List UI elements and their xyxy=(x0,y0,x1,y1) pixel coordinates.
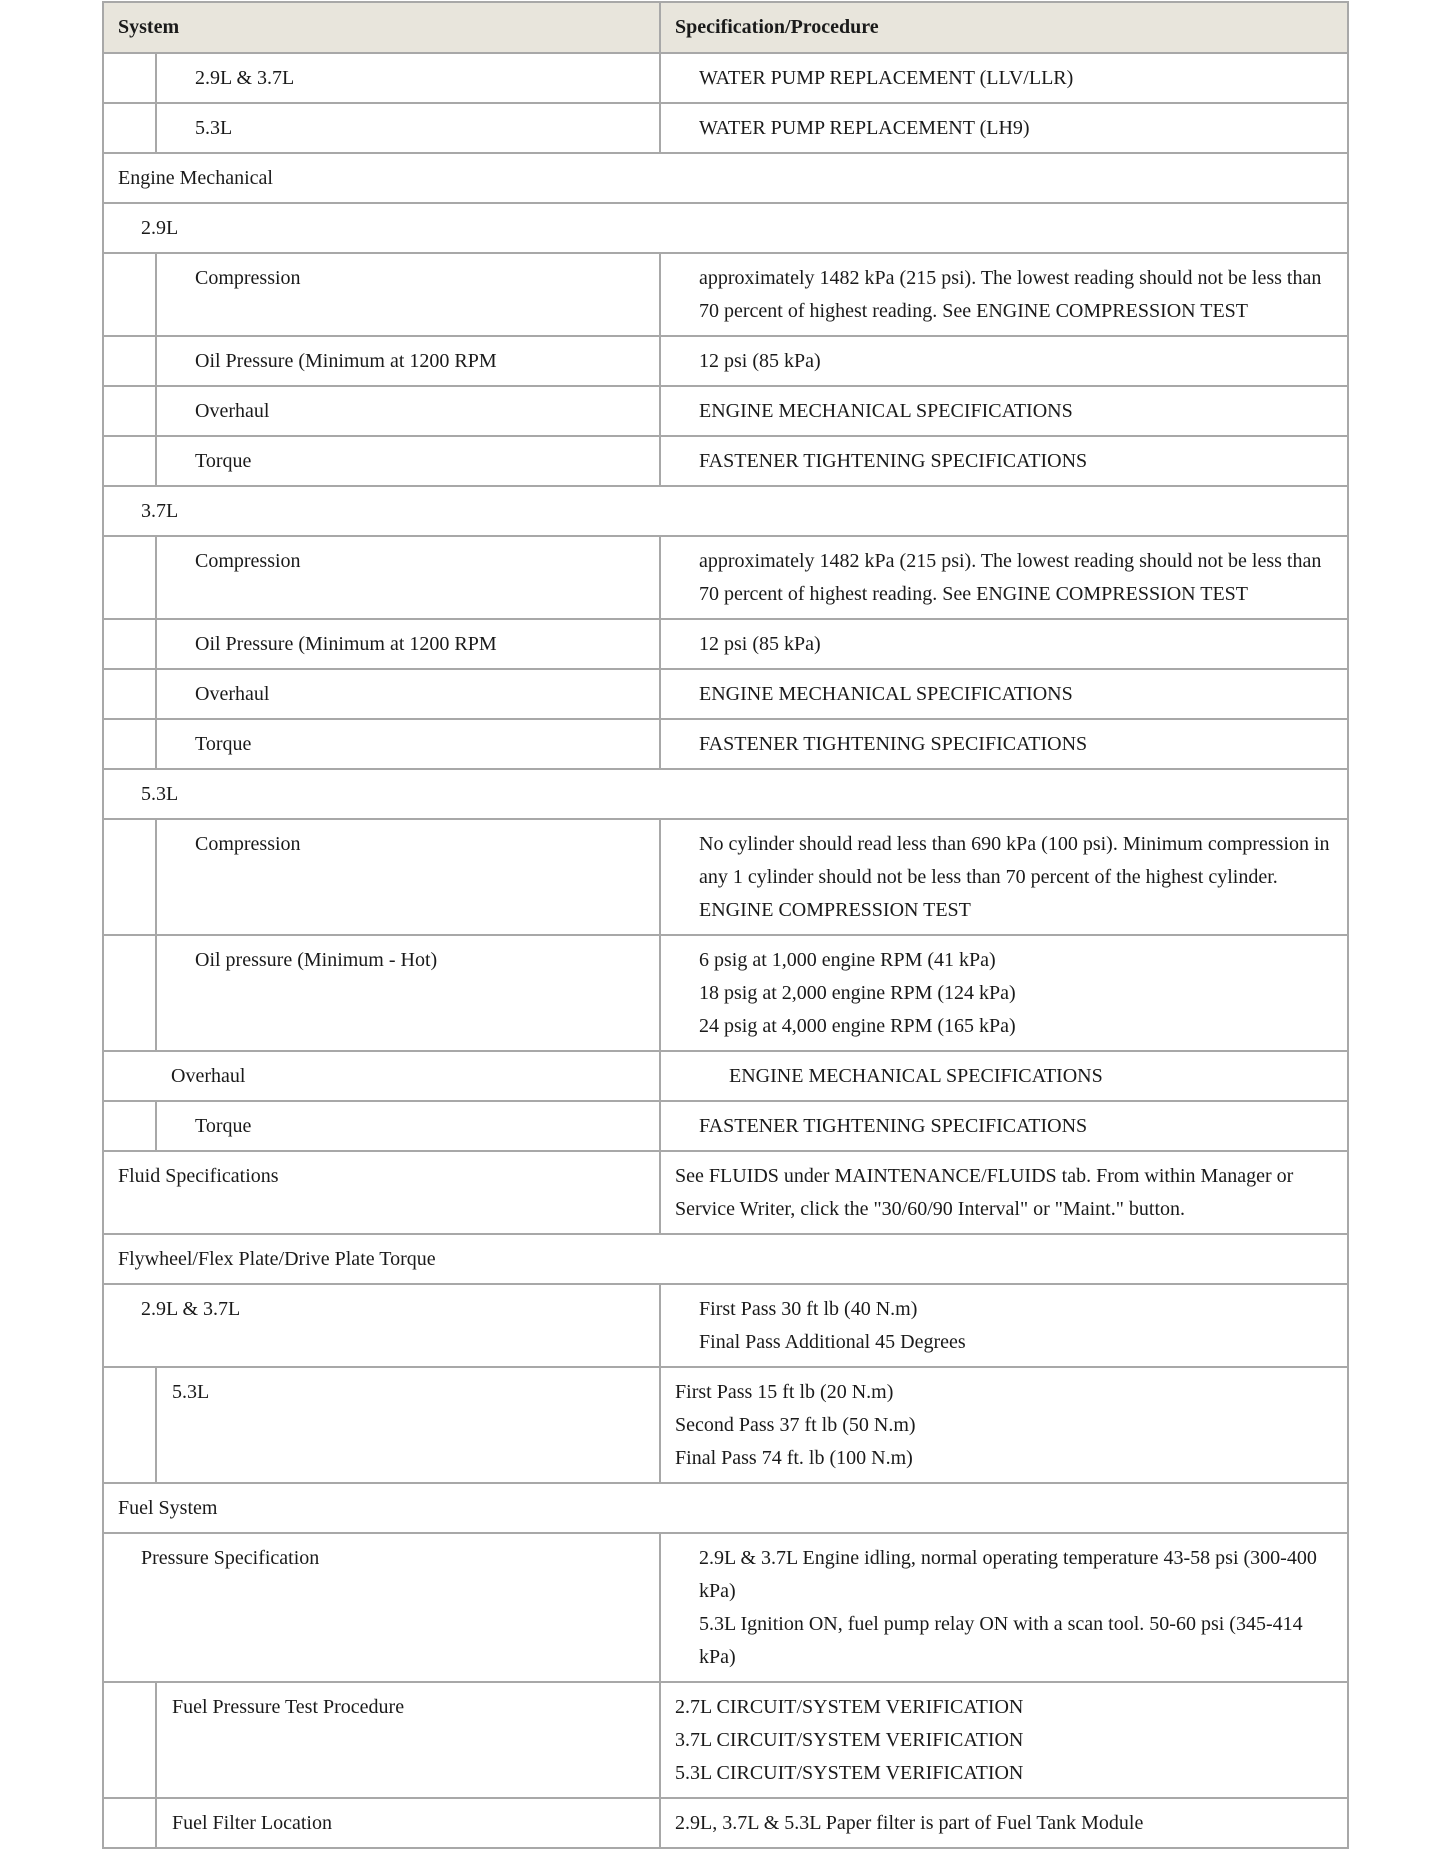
table-row xyxy=(103,436,1348,486)
indent-cell xyxy=(103,1367,156,1483)
row-label: 2.9L & 3.7L xyxy=(103,1284,660,1367)
indent-cell xyxy=(103,336,156,386)
table-row xyxy=(103,669,1348,719)
spec-line: 5.3L CIRCUIT/SYSTEM VERIFICATION xyxy=(675,1762,1024,1784)
indent-cell xyxy=(103,386,156,436)
spec-line: No cylinder should read less than 690 kPa (100 psi). Minimum compression in any 1 cylinder should not be less than 70 percent of the highest cylinder. ENGINE COMPRESSION TEST xyxy=(699,833,1330,921)
spec-line: 12 psi (85 kPa) xyxy=(699,350,821,372)
row-label: Torque xyxy=(156,719,660,769)
row-specification xyxy=(660,336,1348,386)
row-specification xyxy=(660,53,1348,103)
spec-line: WATER PUMP REPLACEMENT (LH9) xyxy=(699,117,1030,139)
spec-line: See FLUIDS under MAINTENANCE/FLUIDS tab. From within Manager or Service Writer, click the "30/60/90 Interval" or "Maint." button. xyxy=(675,1165,1294,1220)
table-row xyxy=(103,336,1348,386)
row-specification xyxy=(660,619,1348,669)
indent-cell xyxy=(103,819,156,935)
row-label: Overhaul xyxy=(156,669,660,719)
row-label: 5.3L xyxy=(156,1367,660,1483)
row-label: 3.7L xyxy=(103,486,1348,536)
row-label: Overhaul xyxy=(103,1051,660,1101)
row-label: Fluid Specifications xyxy=(103,1151,660,1234)
row-specification xyxy=(660,1533,1348,1682)
indent-cell xyxy=(103,669,156,719)
table-row xyxy=(103,619,1348,669)
indent-cell xyxy=(103,436,156,486)
table-body xyxy=(103,53,1348,1848)
table-row xyxy=(103,1101,1348,1151)
table-row xyxy=(103,203,1348,253)
indent-cell xyxy=(103,1101,156,1151)
indent-cell xyxy=(103,719,156,769)
row-label: Fuel System xyxy=(103,1483,1348,1533)
table-row xyxy=(103,536,1348,619)
specifications-table xyxy=(102,1,1349,1849)
table-row xyxy=(103,1483,1348,1533)
table-row xyxy=(103,1533,1348,1682)
table-row xyxy=(103,1284,1348,1367)
table-row xyxy=(103,486,1348,536)
spec-line: 2.9L & 3.7L Engine idling, normal operating temperature 43-58 psi (300-400 kPa) xyxy=(699,1547,1317,1602)
spec-line: 24 psig at 4,000 engine RPM (165 kPa) xyxy=(699,1015,1016,1037)
table-row xyxy=(103,719,1348,769)
spec-line: ENGINE MECHANICAL SPECIFICATIONS xyxy=(729,1065,1103,1087)
spec-line: 12 psi (85 kPa) xyxy=(699,633,821,655)
spec-line: FASTENER TIGHTENING SPECIFICATIONS xyxy=(699,733,1088,755)
row-label: Compression xyxy=(156,819,660,935)
row-label: Fuel Pressure Test Procedure xyxy=(156,1682,660,1798)
row-label: Fuel Filter Location xyxy=(156,1798,660,1848)
spec-line: 6 psig at 1,000 engine RPM (41 kPa) xyxy=(699,949,996,971)
header-specification: Specification/Procedure xyxy=(660,2,1348,53)
spec-line: ENGINE MECHANICAL SPECIFICATIONS xyxy=(699,400,1073,422)
spec-line: Second Pass 37 ft lb (50 N.m) xyxy=(675,1414,916,1436)
row-specification xyxy=(660,1051,1348,1101)
row-label: 2.9L & 3.7L xyxy=(156,53,660,103)
row-label: Torque xyxy=(156,436,660,486)
spec-line: ENGINE MECHANICAL SPECIFICATIONS xyxy=(699,683,1073,705)
header-system: System xyxy=(103,2,660,53)
table-row xyxy=(103,53,1348,103)
row-label: Overhaul xyxy=(156,386,660,436)
spec-line: Final Pass 74 ft. lb (100 N.m) xyxy=(675,1447,913,1469)
table-row xyxy=(103,253,1348,336)
table-row xyxy=(103,1682,1348,1798)
indent-cell xyxy=(103,253,156,336)
spec-line: 2.7L CIRCUIT/SYSTEM VERIFICATION xyxy=(675,1696,1024,1718)
table-row xyxy=(103,819,1348,935)
table-header-row xyxy=(103,2,1348,53)
spec-line: Final Pass Additional 45 Degrees xyxy=(699,1331,966,1353)
indent-cell xyxy=(103,536,156,619)
row-specification xyxy=(660,1367,1348,1483)
row-label: 5.3L xyxy=(156,103,660,153)
row-specification xyxy=(660,536,1348,619)
table-row xyxy=(103,1798,1348,1848)
table-row xyxy=(103,103,1348,153)
spec-line: 2.9L, 3.7L & 5.3L Paper filter is part of Fuel Tank Module xyxy=(675,1812,1144,1834)
row-specification xyxy=(660,719,1348,769)
row-label: Oil Pressure (Minimum at 1200 RPM xyxy=(156,336,660,386)
indent-cell xyxy=(103,619,156,669)
spec-line: FASTENER TIGHTENING SPECIFICATIONS xyxy=(699,1115,1088,1137)
row-specification xyxy=(660,669,1348,719)
table-row xyxy=(103,386,1348,436)
table-row xyxy=(103,1051,1348,1101)
table-row xyxy=(103,1367,1348,1483)
row-specification xyxy=(660,819,1348,935)
table-row xyxy=(103,935,1348,1051)
row-specification xyxy=(660,935,1348,1051)
spec-line: WATER PUMP REPLACEMENT (LLV/LLR) xyxy=(699,67,1074,89)
spec-line: 3.7L CIRCUIT/SYSTEM VERIFICATION xyxy=(675,1729,1024,1751)
row-label: Compression xyxy=(156,536,660,619)
table-row xyxy=(103,1151,1348,1234)
spec-line: approximately 1482 kPa (215 psi). The lowest reading should not be less than 70 percent of highest reading. See ENGINE COMPRESSION TEST xyxy=(699,267,1322,322)
spec-line: FASTENER TIGHTENING SPECIFICATIONS xyxy=(699,450,1088,472)
indent-cell xyxy=(103,1798,156,1848)
row-specification xyxy=(660,1284,1348,1367)
row-label: Oil pressure (Minimum - Hot) xyxy=(156,935,660,1051)
indent-cell xyxy=(103,1682,156,1798)
row-specification xyxy=(660,253,1348,336)
table-row xyxy=(103,769,1348,819)
row-specification xyxy=(660,436,1348,486)
indent-cell xyxy=(103,935,156,1051)
table-row xyxy=(103,153,1348,203)
spec-line: First Pass 30 ft lb (40 N.m) xyxy=(699,1298,918,1320)
row-label: 2.9L xyxy=(103,203,1348,253)
indent-cell xyxy=(103,53,156,103)
row-label: Flywheel/Flex Plate/Drive Plate Torque xyxy=(103,1234,1348,1284)
row-specification xyxy=(660,1798,1348,1848)
row-specification xyxy=(660,103,1348,153)
row-specification xyxy=(660,1682,1348,1798)
row-label: Pressure Specification xyxy=(103,1533,660,1682)
row-specification xyxy=(660,1151,1348,1234)
row-label: Torque xyxy=(156,1101,660,1151)
row-label: Oil Pressure (Minimum at 1200 RPM xyxy=(156,619,660,669)
spec-line: approximately 1482 kPa (215 psi). The lowest reading should not be less than 70 percent of highest reading. See ENGINE COMPRESSION TEST xyxy=(699,550,1322,605)
row-specification xyxy=(660,386,1348,436)
indent-cell xyxy=(103,103,156,153)
row-label: 5.3L xyxy=(103,769,1348,819)
spec-line: 5.3L Ignition ON, fuel pump relay ON with a scan tool. 50-60 psi (345-414 kPa) xyxy=(699,1613,1303,1668)
row-specification xyxy=(660,1101,1348,1151)
row-label: Engine Mechanical xyxy=(103,153,1348,203)
spec-line: First Pass 15 ft lb (20 N.m) xyxy=(675,1381,894,1403)
spec-line: 18 psig at 2,000 engine RPM (124 kPa) xyxy=(699,982,1016,1004)
row-label: Compression xyxy=(156,253,660,336)
table-row xyxy=(103,1234,1348,1284)
